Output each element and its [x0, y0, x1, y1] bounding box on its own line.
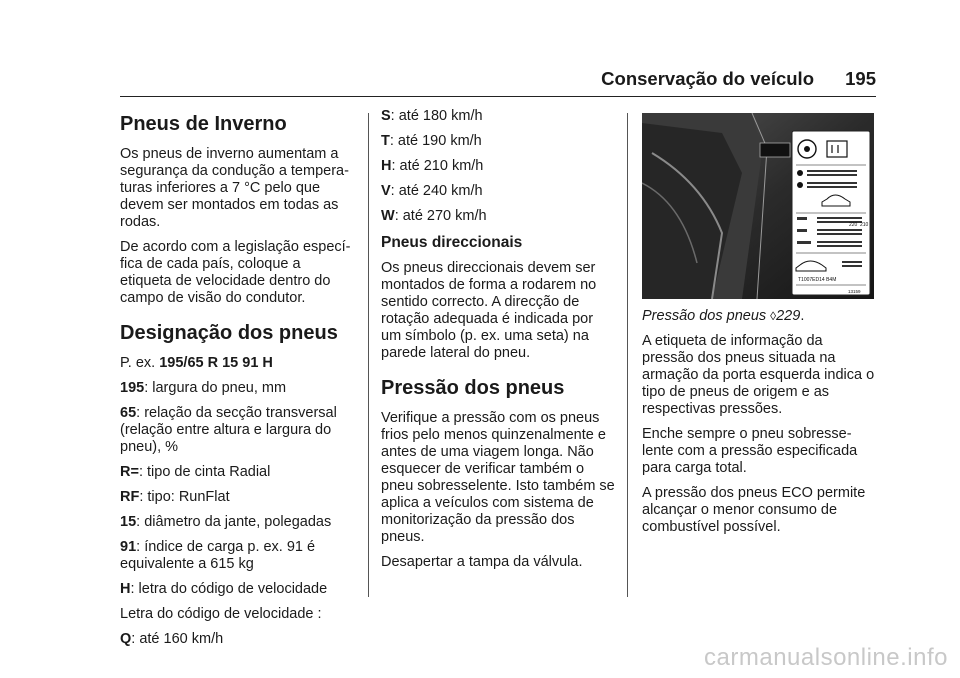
heading-winter-tyres: Pneus de Inverno	[120, 113, 287, 135]
item-rim: 15: diâmetro da jante, polegadas	[120, 514, 332, 530]
item-speed-letter: H: letra do código de velocidade	[120, 581, 328, 597]
speed-q: Q: até 160 km/h	[120, 631, 224, 647]
heading-directional-tyres: Pneus direccionais	[381, 234, 523, 251]
speed-v: V: até 240 km/h	[381, 183, 483, 199]
section-title: Conservação do veículo	[601, 68, 814, 89]
speed-w: W: até 270 km/h	[381, 208, 487, 224]
speed-t: T: até 190 km/h	[381, 133, 482, 149]
spare-pressure-paragraph: Enche sempre o pneu sobresse- lente com a pressão especificada para carga total.	[642, 426, 858, 476]
valve-paragraph: Desapertar a tampa da válvula.	[381, 554, 583, 570]
winter-paragraph: Os pneus de inverno aumentam a segurança da condução a tempera- turas inferiores a 7 °C pelo que devem ser montados em todas as rodas.	[120, 146, 349, 230]
tyre-pressure-label-figure	[642, 113, 874, 299]
eco-pressure-paragraph: A pressão dos pneus ECO permite alcançar o menor consumo de combustível possível.	[642, 485, 866, 535]
heading-tyre-designation: Designação dos pneus	[120, 322, 338, 344]
figure-col-b: 210	[860, 222, 869, 228]
page-header	[120, 66, 876, 97]
watermark: carmanualsonline.info	[704, 644, 948, 671]
page-reference-icon: ◊	[770, 309, 777, 323]
figure-caption: Pressão dos pneus ◊229.	[642, 308, 805, 324]
figure-col-a: 220	[849, 222, 858, 228]
item-runflat: RF: tipo: RunFlat	[120, 489, 230, 505]
legislation-paragraph: De acordo com a legislação especí- fica de cada país, coloque a etiqueta de velocidade dentro do campo de visão do condutor.	[120, 239, 351, 306]
item-aspect: 65: relação da secção transversal (relação entre altura e largura do pneu), %	[120, 405, 337, 455]
item-load: 91: índice de carga p. ex. 91 é equivalente a 615 kg	[120, 539, 316, 572]
item-radial: R=: tipo de cinta Radial	[120, 464, 271, 480]
directional-paragraph: Os pneus direccionais devem ser montados de forma a rodarem no sentido correcto. A direcção de rotação adequada é indicada por um símbolo (p. ex. uma seta) na parede lateral do pneu.	[381, 260, 597, 361]
speed-intro: Letra do código de velocidade :	[120, 606, 322, 622]
column-2	[381, 108, 621, 579]
pressure-paragraph: Verifique a pressão com os pneus frios pelo menos quinzenalmente e antes de uma viagem longa. Não esquecer de verificar também o pneu sobresselente. Isto também se aplica a veículos com sistema de monitorização da pressão dos pneus.	[381, 410, 615, 545]
page-reference-link[interactable]: 229	[776, 308, 801, 324]
speed-h: H: até 210 km/h	[381, 158, 484, 174]
column-3	[642, 308, 882, 544]
item-width: 195: largura do pneu, mm	[120, 380, 287, 396]
column-divider-1	[368, 113, 369, 597]
example-line: P. ex. 195/65 R 15 91 H	[120, 355, 273, 371]
column-1	[120, 108, 360, 656]
heading-tyre-pressure: Pressão dos pneus	[381, 377, 565, 399]
column-divider-2	[627, 113, 628, 597]
speed-s: S: até 180 km/h	[381, 108, 483, 124]
door-frame-illustration	[642, 113, 874, 299]
figure-tag-id: T1007ED14 B4M	[798, 277, 837, 283]
page-number: 195	[845, 68, 876, 89]
figure-code: 13159	[848, 289, 861, 294]
label-location-paragraph: A etiqueta de informação da pressão dos pneus situada na armação da porta esquerda indica o tipo de pneus de origem e as respectivas pressões.	[642, 333, 875, 417]
